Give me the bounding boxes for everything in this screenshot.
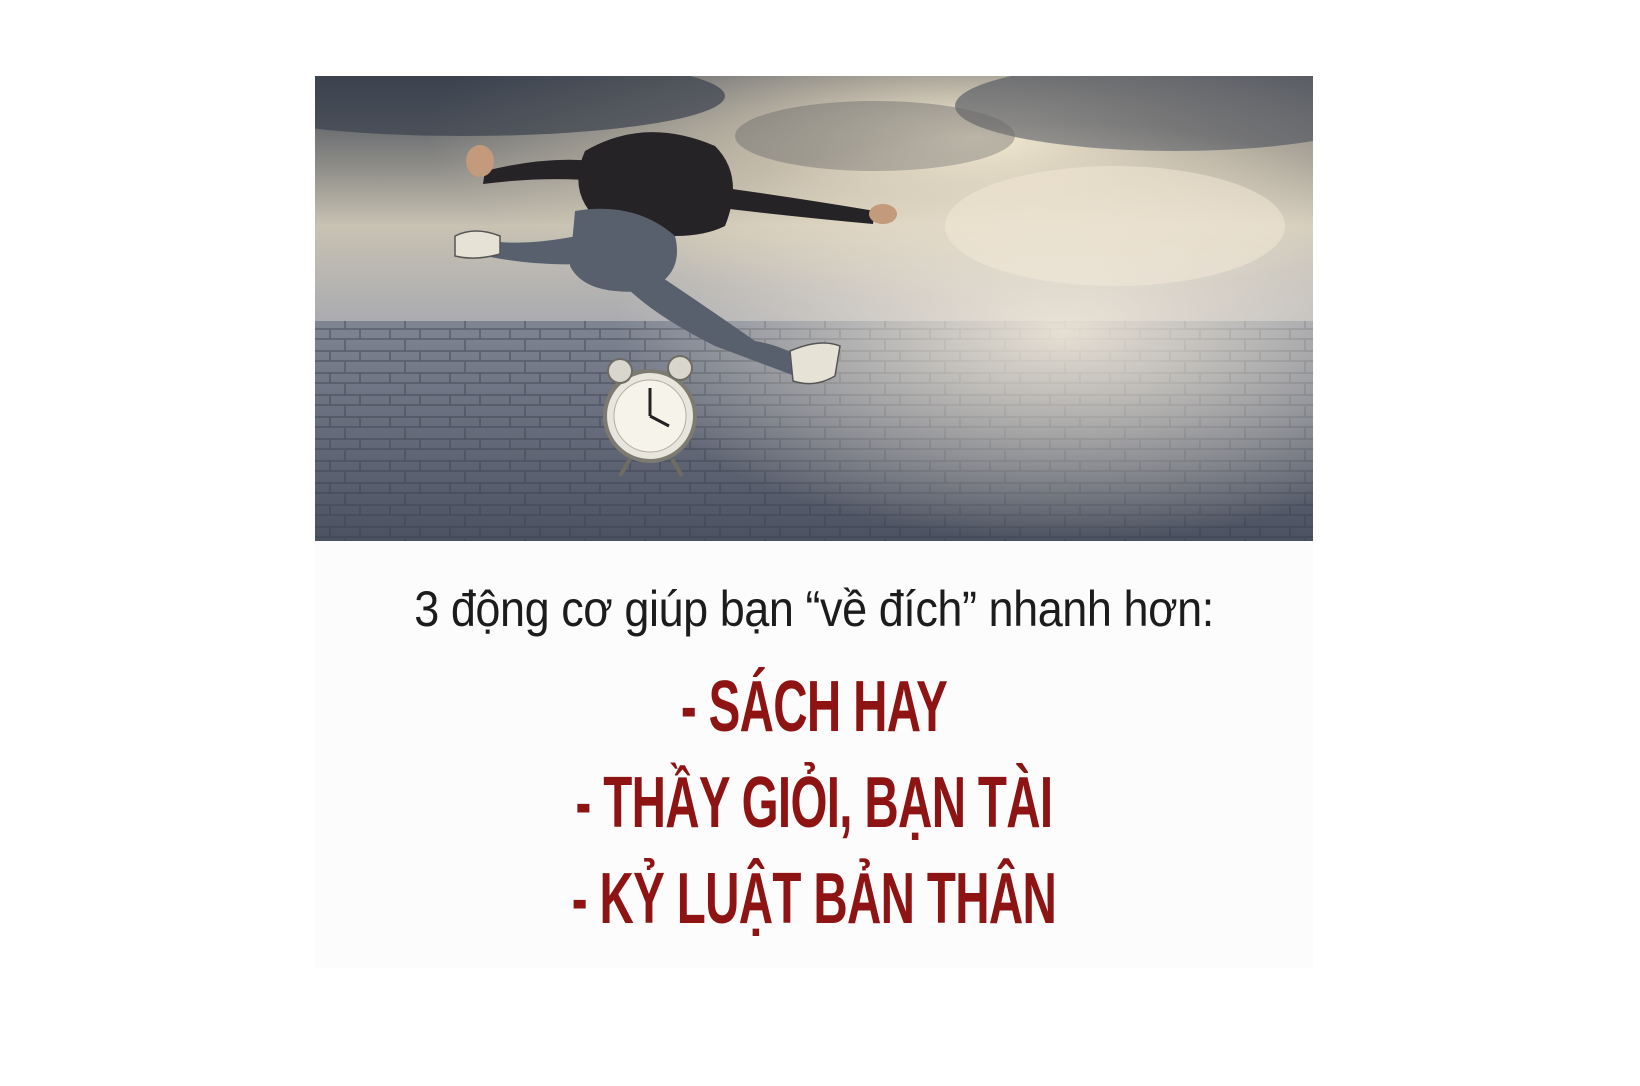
list-item: - KỶ LUẬT BẢN THÂN bbox=[571, 859, 1057, 939]
quote-card bbox=[315, 76, 1313, 968]
subtitle: 3 động cơ giúp bạn “về đích” nhanh hơn: bbox=[414, 581, 1214, 637]
motivation-list bbox=[315, 659, 1313, 947]
hero-photo bbox=[315, 76, 1313, 541]
mist bbox=[315, 76, 1313, 541]
list-item: - THẦY GIỎI, BẠN TÀI bbox=[575, 763, 1053, 843]
list-item: - SÁCH HAY bbox=[680, 667, 948, 747]
